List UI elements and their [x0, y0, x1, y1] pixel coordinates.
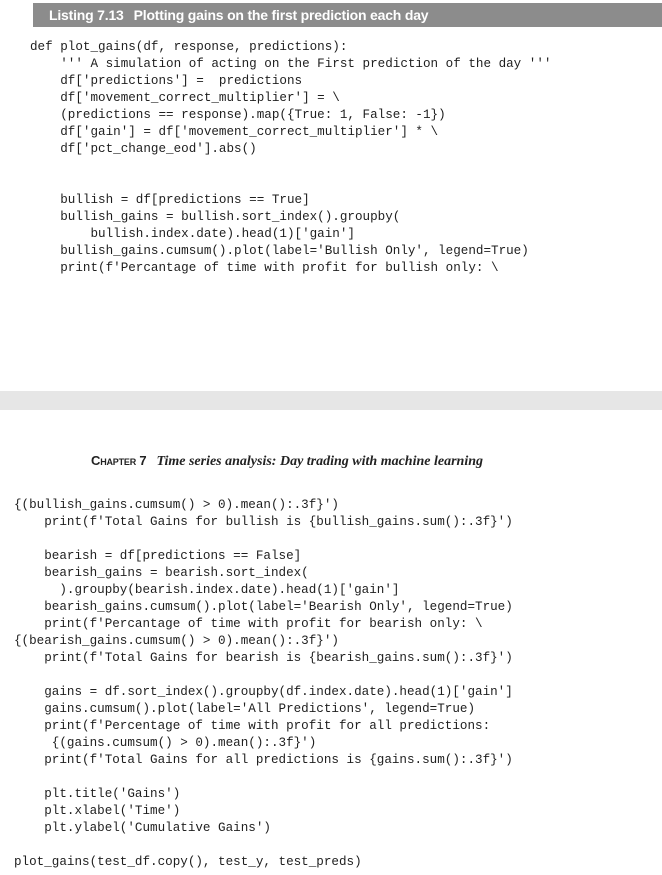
code-line: gains = df.sort_index().groupby(df.index.date).head(1)['gain']: [14, 685, 513, 699]
code-line: df['movement_correct_multiplier'] = \: [30, 91, 340, 105]
code-line: bullish = df[predictions == True]: [30, 193, 310, 207]
running-header: [91, 452, 483, 470]
chapter-label: Chapter 7: [91, 453, 147, 468]
code-line: def plot_gains(df, response, predictions):: [30, 40, 348, 54]
code-line: df['pct_change_eod'].abs(): [30, 142, 257, 156]
code-line: print(f'Total Gains for all predictions is {gains.sum():.3f}'): [14, 753, 513, 767]
code-block-top: [30, 39, 551, 277]
code-line: bullish.index.date).head(1)['gain']: [30, 227, 355, 241]
code-line: print(f'Total Gains for bearish is {bearish_gains.sum():.3f}'): [14, 651, 513, 665]
chapter-title: Time series analysis: Day trading with machine learning: [156, 454, 483, 469]
code-line: bullish_gains.cumsum().plot(label='Bullish Only', legend=True): [30, 244, 529, 258]
code-line: plot_gains(test_df.copy(), test_y, test_preds): [14, 855, 362, 869]
code-line: {(bearish_gains.cumsum() > 0).mean():.3f}'): [14, 634, 339, 648]
code-line: bearish_gains = bearish.sort_index(: [14, 566, 309, 580]
code-line: df['predictions'] = predictions: [30, 74, 303, 88]
code-line: print(f'Total Gains for bullish is {bullish_gains.sum():.3f}'): [14, 515, 513, 529]
code-line: gains.cumsum().plot(label='All Predictions', legend=True): [14, 702, 476, 716]
code-line: print(f'Percentage of time with profit for all predictions:: [14, 719, 491, 733]
code-line: plt.title('Gains'): [14, 787, 181, 801]
code-line: (predictions == response).map({True: 1, False: -1}): [30, 108, 446, 122]
page-separator: [0, 391, 662, 410]
code-line: plt.xlabel('Time'): [14, 804, 181, 818]
code-line: ).groupby(bearish.index.date).head(1)['gain']: [14, 583, 400, 597]
code-line: bearish_gains.cumsum().plot(label='Bearish Only', legend=True): [14, 600, 513, 614]
listing-header: [33, 3, 662, 27]
code-line: print(f'Percantage of time with profit for bearish only: \: [14, 617, 483, 631]
code-line: {(gains.cumsum() > 0).mean():.3f}'): [14, 736, 317, 750]
code-line: print(f'Percantage of time with profit for bullish only: \: [30, 261, 499, 275]
listing-number: Listing 7.13: [49, 7, 124, 23]
code-block-bottom: [14, 497, 513, 871]
code-line: bearish = df[predictions == False]: [14, 549, 302, 563]
code-line: {(bullish_gains.cumsum() > 0).mean():.3f}'): [14, 498, 339, 512]
code-line: plt.ylabel('Cumulative Gains'): [14, 821, 271, 835]
code-line: bullish_gains = bullish.sort_index().groupby(: [30, 210, 401, 224]
code-line: ''' A simulation of acting on the First prediction of the day ''': [30, 57, 552, 71]
code-line: df['gain'] = df['movement_correct_multiplier'] * \: [30, 125, 439, 139]
listing-title: Plotting gains on the first prediction each day: [133, 7, 429, 23]
